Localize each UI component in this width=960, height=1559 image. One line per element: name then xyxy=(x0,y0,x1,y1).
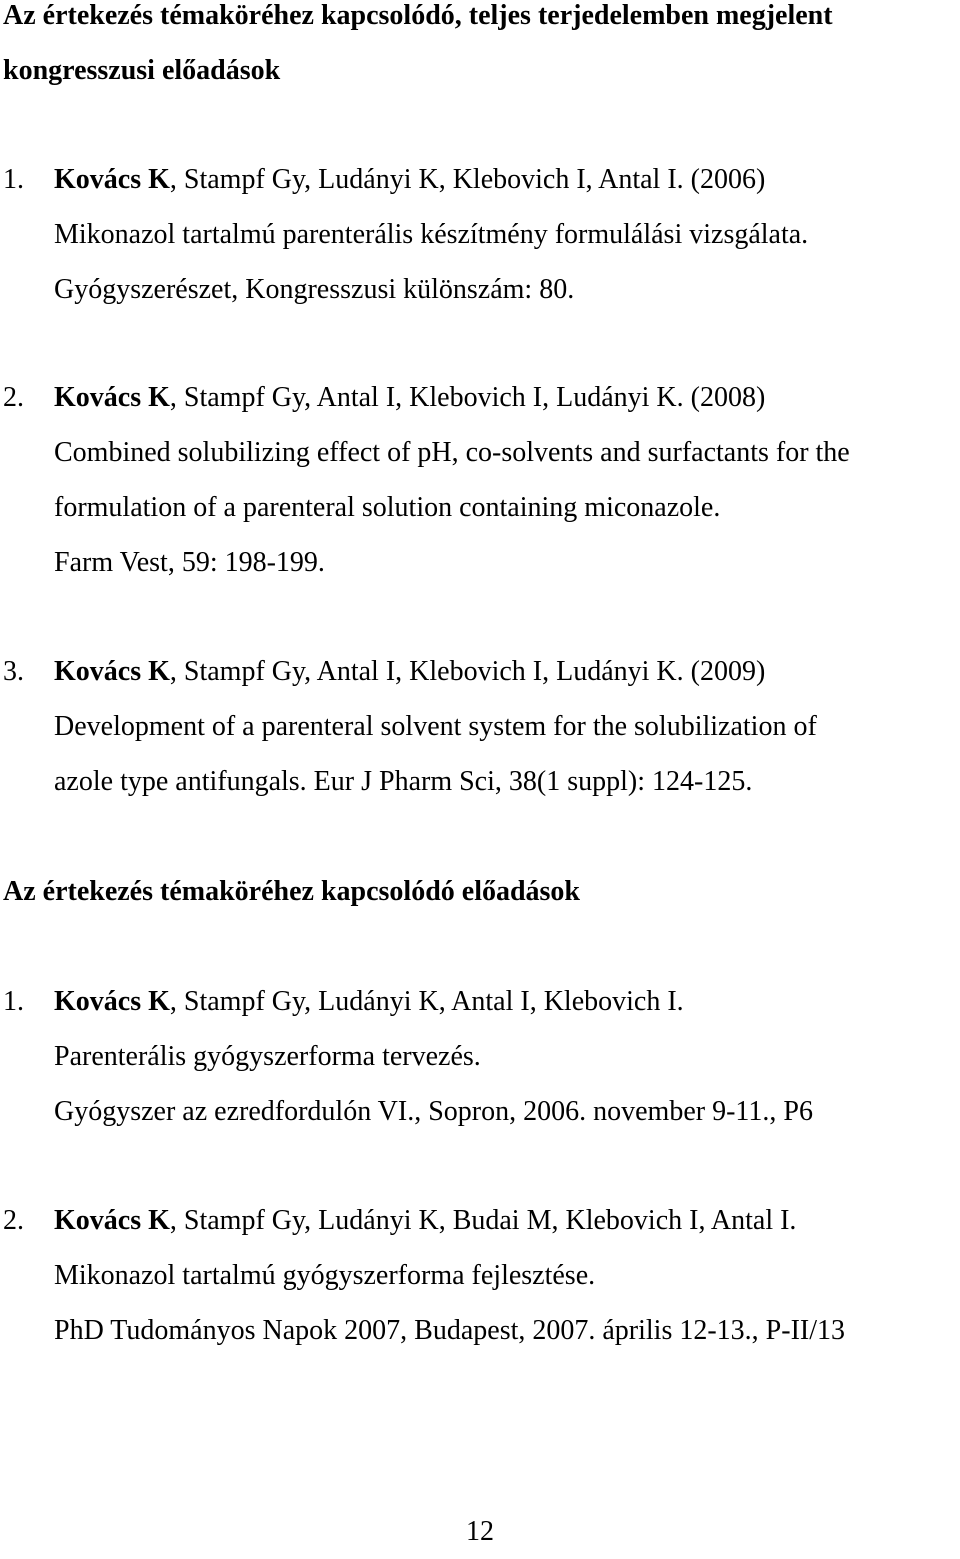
section-heading-presentations xyxy=(3,864,953,919)
entry-authors xyxy=(54,644,960,699)
entry-authors xyxy=(54,370,960,425)
entry-number: 3. xyxy=(3,656,24,687)
entry-title: Development of a parenteral solvent system for the solubilization of xyxy=(54,711,817,742)
entry-venue: PhD Tudományos Napok 2007, Budapest, 2007. április 12-13., P-II/13 xyxy=(54,1315,845,1346)
entry-title: Mikonazol tartalmú parenterális készítmény formulálási vizsgálata. xyxy=(54,219,809,250)
lead-author: Kovács K xyxy=(54,382,170,413)
entry-number: 1. xyxy=(3,986,24,1017)
section-heading-line: Az értekezés témaköréhez kapcsolódó előadások xyxy=(3,876,581,907)
entry-title: Parenterális gyógyszerforma tervezés. xyxy=(54,1041,481,1072)
section-heading-line-1: Az értekezés témaköréhez kapcsolódó, teljes terjedelemben megjelent xyxy=(3,0,833,31)
entry-authors xyxy=(54,974,960,1029)
entry-authors xyxy=(54,1193,960,1248)
entry-title-line-1: Combined solubilizing effect of pH, co-solvents and surfactants for the xyxy=(54,437,850,468)
lead-author: Kovács K xyxy=(54,656,170,687)
entry-source: Gyógyszerészet, Kongresszusi különszám: 80. xyxy=(54,274,575,305)
entry-body xyxy=(54,370,960,590)
entry-title: Mikonazol tartalmú gyógyszerforma fejlesztése. xyxy=(54,1260,596,1291)
co-authors: , Stampf Gy, Antal I, Klebovich I, Ludányi K. (2008) xyxy=(169,382,766,413)
entry-body xyxy=(54,152,960,317)
page-number: 12 xyxy=(466,1516,494,1547)
entry-number: 2. xyxy=(3,1205,24,1236)
section-heading-published xyxy=(3,0,953,98)
co-authors: , Stampf Gy, Antal I, Klebovich I, Ludányi K. (2009) xyxy=(169,656,766,687)
entry-source: Farm Vest, 59: 198-199. xyxy=(54,547,325,578)
entry-body xyxy=(54,1193,960,1358)
co-authors: , Stampf Gy, Ludányi K, Antal I, Klebovich I. xyxy=(169,986,684,1017)
section-heading-line-2: kongresszusi előadások xyxy=(3,55,281,86)
entry-body xyxy=(54,644,960,809)
entry-venue: Gyógyszer az ezredfordulón VI., Sopron, 2006. november 9-11., P6 xyxy=(54,1096,813,1127)
co-authors: , Stampf Gy, Ludányi K, Klebovich I, Antal I. (2006) xyxy=(169,164,766,195)
co-authors: , Stampf Gy, Ludányi K, Budai M, Klebovich I, Antal I. xyxy=(169,1205,797,1236)
entry-number: 2. xyxy=(3,382,24,413)
entry-authors xyxy=(54,152,960,207)
entry-body xyxy=(54,974,960,1139)
lead-author: Kovács K xyxy=(54,1205,170,1236)
entry-source: azole type antifungals. Eur J Pharm Sci, 38(1 suppl): 124-125. xyxy=(54,766,753,797)
entry-title-line-2: formulation of a parenteral solution containing miconazole. xyxy=(54,492,721,523)
lead-author: Kovács K xyxy=(54,164,170,195)
entry-number: 1. xyxy=(3,164,24,195)
lead-author: Kovács K xyxy=(54,986,170,1017)
